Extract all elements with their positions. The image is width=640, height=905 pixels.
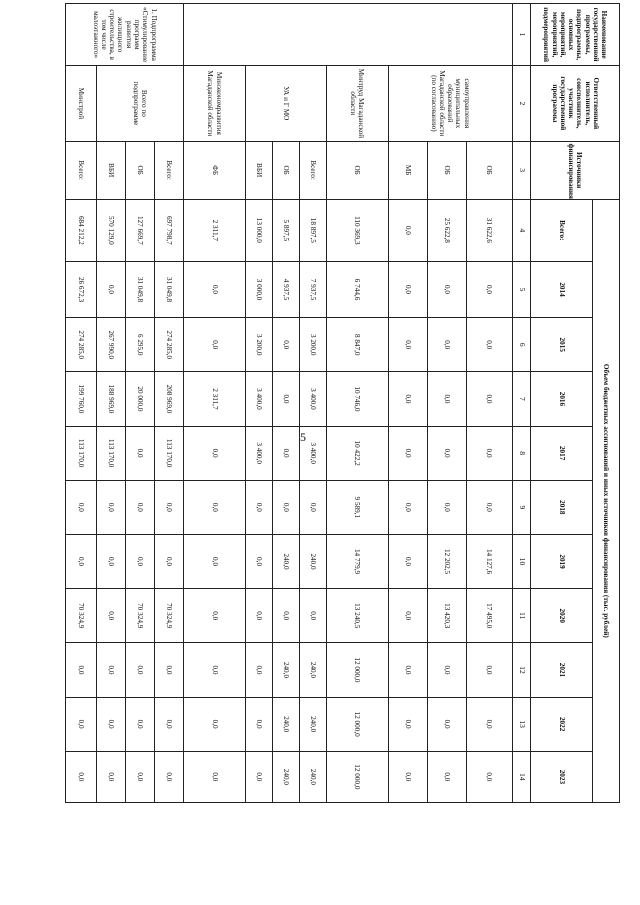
cell-value: 240,0 — [299, 643, 326, 697]
cell-value: 0,0 — [66, 480, 97, 534]
cell-value: 0,0 — [467, 643, 512, 697]
cell-value: 0,0 — [388, 697, 427, 751]
cell-value: 3 400,0 — [245, 426, 272, 480]
cell-value: 18 897,5 — [299, 199, 326, 261]
cell-value: 2 311,7 — [183, 372, 245, 426]
cell-value: 0,0 — [97, 480, 126, 534]
cell-value: 6 744,6 — [326, 261, 388, 317]
cell-value: 31 049,8 — [126, 261, 155, 317]
cell-value: 0,0 — [183, 318, 245, 372]
column-number: 13 — [512, 697, 531, 751]
cell-source: ОБ — [427, 141, 466, 199]
cell-value: 3 400,0 — [299, 426, 326, 480]
column-number: 10 — [512, 534, 531, 588]
cell-value: 274 285,0 — [155, 318, 184, 372]
cell-value: 240,0 — [272, 751, 299, 802]
column-number: 1 — [512, 4, 531, 66]
column-number: 8 — [512, 426, 531, 480]
cell-value: 684 212,2 — [66, 199, 97, 261]
cell-value: 0,0 — [126, 697, 155, 751]
cell-value: 6 295,0 — [126, 318, 155, 372]
cell-value: 31 622,6 — [467, 199, 512, 261]
cell-value: 110 369,3 — [326, 199, 388, 261]
cell-value: 0,0 — [272, 318, 299, 372]
cell-value: 0,0 — [155, 480, 184, 534]
cell-value: 0,0 — [155, 751, 184, 802]
page-number: 5 — [300, 430, 306, 444]
cell-value: 127 669,7 — [126, 199, 155, 261]
cell-value: 0,0 — [388, 643, 427, 697]
cell-value: 70 324,9 — [155, 589, 184, 643]
cell-source: ФБ — [183, 141, 245, 199]
cell-source: Всего: — [66, 141, 97, 199]
cell-value: 5 897,5 — [272, 199, 299, 261]
cell-value: 0,0 — [427, 318, 466, 372]
cell-value: 0,0 — [388, 372, 427, 426]
cell-value: 0,0 — [183, 697, 245, 751]
cell-value: 2 311,7 — [183, 199, 245, 261]
cell-value: 0,0 — [66, 643, 97, 697]
cell-value: 12 000,0 — [326, 751, 388, 802]
cell-value: 3 000,0 — [245, 261, 272, 317]
header-year: 2022 — [531, 697, 593, 751]
cell-executor: Всего по подпрограмме — [97, 66, 184, 141]
cell-value: 0,0 — [155, 534, 184, 588]
header-year: 2014 — [531, 261, 593, 317]
cell-value: 0,0 — [467, 697, 512, 751]
cell-value: 0,0 — [388, 751, 427, 802]
cell-value: 0,0 — [126, 426, 155, 480]
cell-source: МБ — [388, 141, 427, 199]
cell-value: 0,0 — [388, 318, 427, 372]
cell-value: 3 400,0 — [299, 372, 326, 426]
cell-source: ОБ — [126, 141, 155, 199]
cell-source: ВБИ — [97, 141, 126, 199]
cell-value: 0,0 — [66, 751, 97, 802]
table-row — [326, 4, 388, 803]
cell-value: 14 127,6 — [467, 534, 512, 588]
cell-value: 12 202,5 — [427, 534, 466, 588]
table-row — [467, 4, 512, 803]
column-number: 4 — [512, 199, 531, 261]
cell-value: 0,0 — [427, 697, 466, 751]
cell-value: 0,0 — [183, 426, 245, 480]
cell-value: 0,0 — [467, 751, 512, 802]
cell-source: ВБИ — [245, 141, 272, 199]
cell-value: 0,0 — [467, 372, 512, 426]
column-number: 11 — [512, 589, 531, 643]
cell-source: ОБ — [326, 141, 388, 199]
header-year: 2018 — [531, 480, 593, 534]
cell-source: Всего: — [299, 141, 326, 199]
cell-value: 0,0 — [126, 534, 155, 588]
cell-executor: Минтруд Магаданской области — [326, 66, 388, 141]
cell-value: 0,0 — [97, 261, 126, 317]
cell-value: 10 746,0 — [326, 372, 388, 426]
cell-value: 25 622,8 — [427, 199, 466, 261]
cell-value: 14 779,9 — [326, 534, 388, 588]
cell-value: 0,0 — [97, 589, 126, 643]
header-year: 2016 — [531, 372, 593, 426]
cell-value: 20 000,0 — [126, 372, 155, 426]
cell-value: 0,0 — [299, 480, 326, 534]
cell-value: 13 240,5 — [326, 589, 388, 643]
cell-value: 0,0 — [272, 589, 299, 643]
cell-name-empty — [183, 4, 512, 66]
column-number: 5 — [512, 261, 531, 317]
cell-value: 0,0 — [388, 589, 427, 643]
cell-value: 0,0 — [126, 480, 155, 534]
column-number: 3 — [512, 141, 531, 199]
column-number: 12 — [512, 643, 531, 697]
cell-value: 0,0 — [126, 751, 155, 802]
cell-executor: Минстрой — [66, 66, 97, 141]
cell-value: 8 847,0 — [326, 318, 388, 372]
cell-value: 0,0 — [388, 199, 427, 261]
cell-value: 0,0 — [97, 534, 126, 588]
header-col-name: Наименование государственной программы, подпрограммы, основных мероприятий, мероприятий, подмероприятий — [531, 4, 620, 66]
cell-value: 0,0 — [467, 480, 512, 534]
cell-value: 0,0 — [467, 261, 512, 317]
cell-value: 17 495,0 — [467, 589, 512, 643]
cell-value: 0,0 — [427, 426, 466, 480]
cell-value: 0,0 — [427, 261, 466, 317]
cell-value: 0,0 — [66, 534, 97, 588]
cell-value: 13 420,3 — [427, 589, 466, 643]
cell-value: 274 285,0 — [66, 318, 97, 372]
cell-value: 697 798,7 — [155, 199, 184, 261]
cell-value: 188 969,0 — [97, 372, 126, 426]
cell-value: 9 589,1 — [326, 480, 388, 534]
cell-value: 199 760,0 — [66, 372, 97, 426]
cell-source: Всего: — [155, 141, 184, 199]
cell-value: 26 672,3 — [66, 261, 97, 317]
header-year: 2017 — [531, 426, 593, 480]
financing-table — [65, 3, 620, 803]
cell-value: 0,0 — [388, 534, 427, 588]
cell-value: 0,0 — [272, 426, 299, 480]
table-row — [183, 4, 245, 803]
cell-value: 70 324,9 — [66, 589, 97, 643]
cell-source: ОБ — [467, 141, 512, 199]
cell-value: 0,0 — [183, 261, 245, 317]
header-year: 2019 — [531, 534, 593, 588]
cell-value: 0,0 — [66, 697, 97, 751]
table-row — [66, 4, 97, 803]
column-number: 14 — [512, 751, 531, 802]
cell-value: 7 937,5 — [299, 261, 326, 317]
cell-value: 13 000,0 — [245, 199, 272, 261]
cell-value: 113 170,0 — [97, 426, 126, 480]
header-year: 2021 — [531, 643, 593, 697]
cell-value: 0,0 — [388, 261, 427, 317]
header-total: Всего: — [531, 199, 593, 261]
cell-executor: Минэкономразвития Магаданской области — [183, 66, 245, 141]
cell-value: 0,0 — [245, 751, 272, 802]
cell-value: 0,0 — [155, 643, 184, 697]
cell-value: 0,0 — [272, 480, 299, 534]
cell-value: 0,0 — [97, 643, 126, 697]
cell-executor: самоуправления муниципальных образований Магаданской области (по согласованию) — [388, 66, 512, 141]
cell-executor: УА и Г МО — [245, 66, 326, 141]
cell-value: 10 422,2 — [326, 426, 388, 480]
cell-value: 31 049,8 — [155, 261, 184, 317]
cell-value: 113 170,0 — [66, 426, 97, 480]
header-col-source: Источники финансирования — [531, 141, 620, 199]
cell-value: 0,0 — [183, 589, 245, 643]
cell-value: 208 969,0 — [155, 372, 184, 426]
cell-value: 0,0 — [183, 534, 245, 588]
cell-value: 0,0 — [245, 480, 272, 534]
cell-value: 70 324,9 — [126, 589, 155, 643]
cell-value: 4 937,5 — [272, 261, 299, 317]
cell-value: 0,0 — [245, 589, 272, 643]
cell-value: 570 129,0 — [97, 199, 126, 261]
cell-value: 12 000,0 — [326, 697, 388, 751]
rotated-table-wrapper — [65, 3, 620, 803]
cell-value: 0,0 — [299, 589, 326, 643]
column-number-row — [512, 4, 531, 803]
column-number: 9 — [512, 480, 531, 534]
cell-value: 240,0 — [299, 751, 326, 802]
cell-value: 0,0 — [183, 480, 245, 534]
cell-value: 0,0 — [126, 643, 155, 697]
cell-value: 0,0 — [388, 426, 427, 480]
cell-value: 3 400,0 — [245, 372, 272, 426]
cell-subprogram-name: 1. Подпрограмма «Стимулирование программ развития жилищного строительства, в том числе малоэтажного» — [66, 4, 184, 66]
cell-value: 267 990,0 — [97, 318, 126, 372]
cell-value: 3 200,0 — [299, 318, 326, 372]
cell-value: 0,0 — [97, 697, 126, 751]
cell-value: 240,0 — [272, 697, 299, 751]
cell-value: 240,0 — [272, 643, 299, 697]
header-year: 2015 — [531, 318, 593, 372]
cell-value: 3 200,0 — [245, 318, 272, 372]
cell-value: 0,0 — [183, 643, 245, 697]
cell-value: 0,0 — [183, 751, 245, 802]
column-number: 7 — [512, 372, 531, 426]
cell-value: 0,0 — [245, 643, 272, 697]
header-year: 2023 — [531, 751, 593, 802]
cell-value: 0,0 — [467, 318, 512, 372]
cell-value: 240,0 — [272, 534, 299, 588]
table-row — [299, 4, 326, 803]
cell-source: ОБ — [272, 141, 299, 199]
cell-value: 0,0 — [272, 372, 299, 426]
header-group-volume: Объем бюджетных ассигнований и иных источников финансирования (тыс. рублей) — [593, 199, 620, 802]
cell-value: 0,0 — [427, 372, 466, 426]
cell-value: 240,0 — [299, 534, 326, 588]
cell-value: 0,0 — [388, 480, 427, 534]
column-number: 2 — [512, 66, 531, 141]
cell-value: 0,0 — [467, 426, 512, 480]
header-year: 2020 — [531, 589, 593, 643]
cell-value: 0,0 — [427, 480, 466, 534]
cell-value: 12 000,0 — [326, 643, 388, 697]
cell-value: 0,0 — [155, 697, 184, 751]
cell-value: 0,0 — [245, 534, 272, 588]
cell-value: 240,0 — [299, 697, 326, 751]
cell-value: 113 170,0 — [155, 426, 184, 480]
column-number: 6 — [512, 318, 531, 372]
table-row — [155, 4, 184, 803]
header-col-executor: Ответственный исполнитель, соисполнитель, участник государственной программы — [531, 66, 620, 141]
cell-value: 0,0 — [427, 751, 466, 802]
cell-value: 0,0 — [97, 751, 126, 802]
cell-value: 0,0 — [427, 643, 466, 697]
cell-value: 0,0 — [245, 697, 272, 751]
